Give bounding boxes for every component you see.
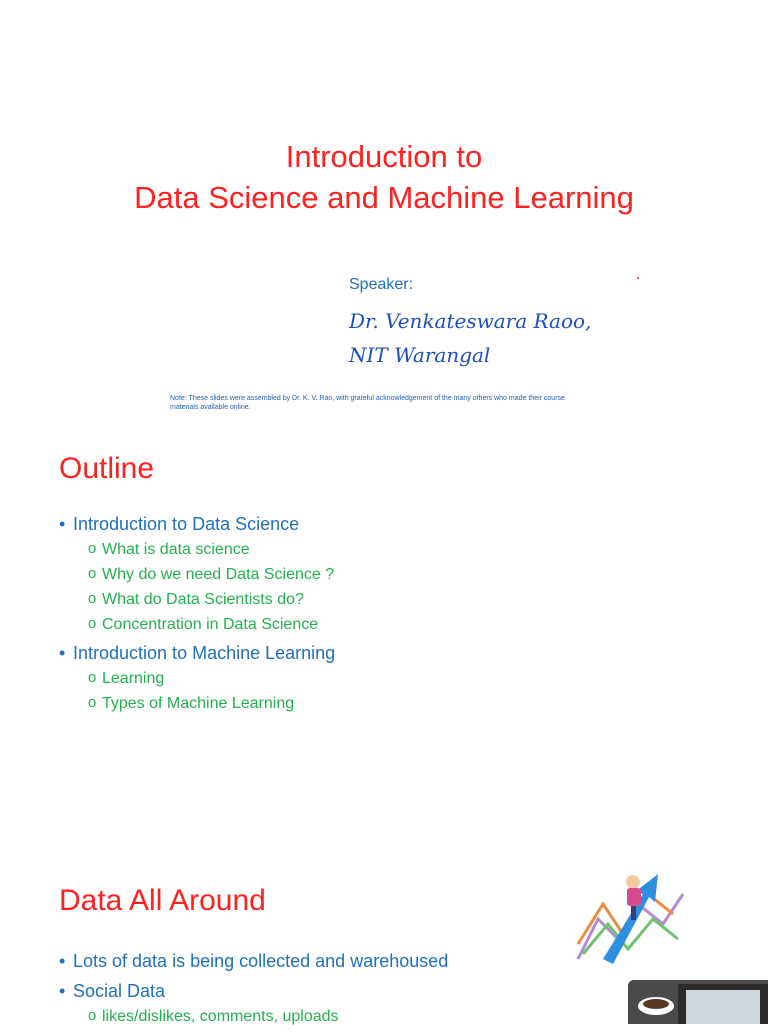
slide-title bbox=[0, 136, 768, 218]
outline-slide bbox=[0, 432, 768, 864]
title-line-1: Introduction to bbox=[285, 139, 483, 174]
social-data-sublist bbox=[59, 1006, 448, 1028]
list-item: o Types of Machine Learning bbox=[59, 691, 335, 716]
outline-sublist-machine-learning bbox=[59, 666, 335, 716]
list-item: o Learning bbox=[59, 666, 335, 691]
list-item: • Lots of data is being collected and warehoused bbox=[59, 946, 448, 976]
outline-heading: Outline bbox=[59, 452, 155, 485]
list-item: o What do Data Scientists do? bbox=[59, 587, 335, 612]
acknowledgement-note: Note: These slides were assembled by Dr. K. V. Rao, with grateful acknowledgement of the many others who made their course materials available online. bbox=[170, 395, 565, 411]
data-all-around-slide bbox=[0, 864, 768, 1024]
speaker-label: Speaker: bbox=[349, 276, 414, 293]
outline-item-machine-learning: • Introduction to Machine Learning bbox=[59, 641, 335, 666]
speaker-affiliation: NIT Warangal bbox=[349, 343, 491, 367]
list-item: o What is data science bbox=[59, 537, 335, 562]
title-line-2: Data Science and Machine Learning bbox=[134, 180, 634, 215]
outline-sublist-data-science bbox=[59, 537, 335, 637]
list-item: • Social Data bbox=[59, 976, 448, 1006]
list-item: o Concentration in Data Science bbox=[59, 612, 335, 637]
coffee-cup-icon bbox=[628, 980, 768, 1024]
title-slide bbox=[0, 0, 768, 432]
decorative-dot bbox=[637, 277, 639, 279]
list-item: o likes/dislikes, comments, uploads bbox=[59, 1006, 448, 1028]
outline-list bbox=[59, 512, 335, 720]
data-all-around-heading: Data All Around bbox=[59, 884, 266, 917]
coffee-tablet-photo bbox=[628, 980, 768, 1024]
outline-item-data-science: • Introduction to Data Science bbox=[59, 512, 335, 537]
list-item: o Why do we need Data Science ? bbox=[59, 562, 335, 587]
business-growth-chart-icon bbox=[573, 864, 693, 964]
data-all-around-list bbox=[59, 946, 448, 1032]
speaker-block bbox=[349, 304, 591, 372]
speaker-name: Dr. Venkateswara Raoo, bbox=[349, 309, 592, 333]
